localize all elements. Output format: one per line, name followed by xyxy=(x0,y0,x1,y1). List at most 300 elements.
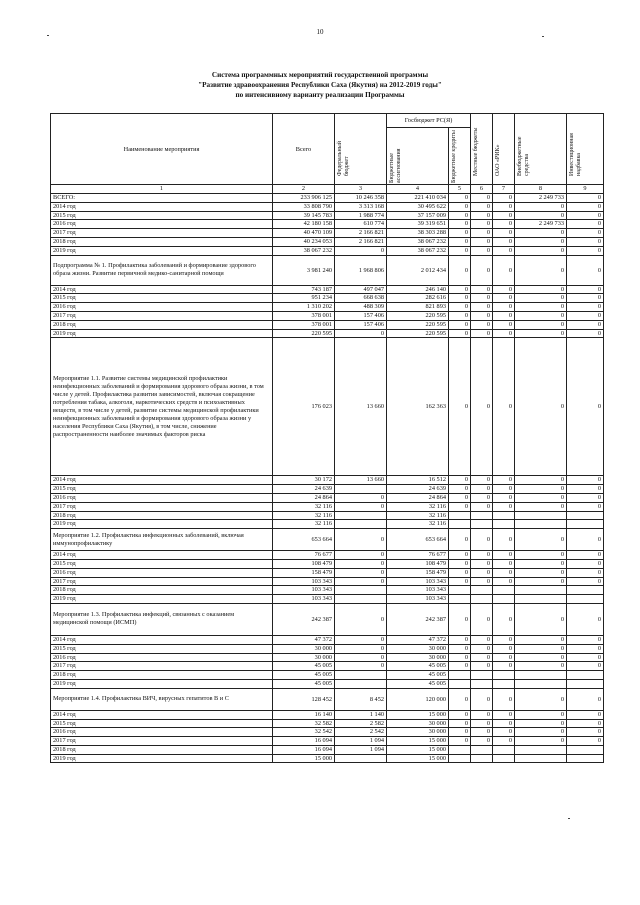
table-row xyxy=(51,520,604,529)
value-cell: 0 xyxy=(335,559,387,568)
value-cell: 378 001 xyxy=(273,311,335,320)
value-cell: 0 xyxy=(567,551,604,560)
value-cell: 0 xyxy=(515,529,567,551)
value-cell: 0 xyxy=(471,662,493,671)
row-name: 2014 год xyxy=(51,551,273,560)
value-cell: 0 xyxy=(567,502,604,511)
value-cell xyxy=(335,485,387,494)
value-cell: 2 166 821 xyxy=(335,237,387,246)
value-cell: 0 xyxy=(515,551,567,560)
value-cell: 0 xyxy=(335,653,387,662)
value-cell: 0 xyxy=(567,559,604,568)
value-cell: 0 xyxy=(449,237,471,246)
value-cell: 24 864 xyxy=(387,493,449,502)
row-name: 2015 год xyxy=(51,294,273,303)
table-row xyxy=(51,285,604,294)
value-cell: 0 xyxy=(449,220,471,229)
value-cell: 108 479 xyxy=(273,559,335,568)
value-cell xyxy=(335,679,387,688)
value-cell: 1 094 xyxy=(335,745,387,754)
table-row xyxy=(51,320,604,329)
row-name: 2014 год xyxy=(51,285,273,294)
value-cell: 0 xyxy=(493,211,515,220)
value-cell: 30 000 xyxy=(387,644,449,653)
value-cell: 0 xyxy=(493,577,515,586)
table-row xyxy=(51,577,604,586)
value-cell: 0 xyxy=(449,493,471,502)
document-title xyxy=(80,70,560,100)
value-cell xyxy=(449,754,471,763)
row-name: 2019 год xyxy=(51,329,273,338)
value-cell: 45 005 xyxy=(387,662,449,671)
value-cell: 0 xyxy=(567,255,604,285)
value-cell: 0 xyxy=(471,603,493,635)
row-name: 2014 год xyxy=(51,476,273,485)
row-name: 2019 год xyxy=(51,520,273,529)
table-row xyxy=(51,603,604,635)
value-cell: 0 xyxy=(449,229,471,238)
value-cell: 24 639 xyxy=(273,485,335,494)
value-cell: 0 xyxy=(335,635,387,644)
value-cell: 32 582 xyxy=(273,719,335,728)
value-cell: 3 981 240 xyxy=(273,255,335,285)
value-cell: 1 310 202 xyxy=(273,303,335,312)
value-cell: 282 616 xyxy=(387,294,449,303)
row-name: 2019 год xyxy=(51,595,273,604)
value-cell: 0 xyxy=(471,529,493,551)
value-cell: 0 xyxy=(471,559,493,568)
value-cell: 0 xyxy=(493,311,515,320)
value-cell: 0 xyxy=(449,568,471,577)
value-cell: 30 495 622 xyxy=(387,202,449,211)
value-cell: 0 xyxy=(493,635,515,644)
row-name: 2017 год xyxy=(51,229,273,238)
table-row xyxy=(51,586,604,595)
value-cell: 38 067 232 xyxy=(273,246,335,255)
value-cell: 0 xyxy=(335,502,387,511)
value-cell xyxy=(493,679,515,688)
value-cell: 1 988 774 xyxy=(335,211,387,220)
value-cell: 0 xyxy=(449,485,471,494)
row-name: 2015 год xyxy=(51,559,273,568)
value-cell xyxy=(471,754,493,763)
value-cell xyxy=(567,671,604,680)
value-cell: 13 660 xyxy=(335,476,387,485)
value-cell: 0 xyxy=(471,577,493,586)
row-name: 2016 год xyxy=(51,653,273,662)
table-row xyxy=(51,737,604,746)
value-cell xyxy=(471,595,493,604)
header-name: Наименование мероприятия xyxy=(51,114,273,185)
value-cell: 0 xyxy=(567,285,604,294)
row-name: 2018 год xyxy=(51,237,273,246)
row-name: 2017 год xyxy=(51,311,273,320)
row-name: 2014 год xyxy=(51,635,273,644)
row-name: 2019 год xyxy=(51,246,273,255)
value-cell: 0 xyxy=(493,502,515,511)
value-cell: 0 xyxy=(515,653,567,662)
value-cell: 157 406 xyxy=(335,311,387,320)
value-cell: 0 xyxy=(471,653,493,662)
value-cell: 0 xyxy=(449,502,471,511)
value-cell: 0 xyxy=(567,338,604,476)
table-row xyxy=(51,220,604,229)
value-cell: 0 xyxy=(449,329,471,338)
value-cell: 32 116 xyxy=(387,502,449,511)
table-row xyxy=(51,338,604,476)
value-cell: 0 xyxy=(471,255,493,285)
table-row xyxy=(51,246,604,255)
value-cell: 45 005 xyxy=(273,662,335,671)
table-row xyxy=(51,502,604,511)
value-cell: 0 xyxy=(471,229,493,238)
value-cell xyxy=(567,745,604,754)
value-cell: 0 xyxy=(449,194,471,203)
table-row xyxy=(51,653,604,662)
value-cell: 0 xyxy=(449,603,471,635)
value-cell: 0 xyxy=(449,710,471,719)
value-cell: 0 xyxy=(567,653,604,662)
value-cell: 0 xyxy=(449,303,471,312)
table-row xyxy=(51,688,604,710)
value-cell: 668 638 xyxy=(335,294,387,303)
value-cell: 0 xyxy=(471,194,493,203)
value-cell: 38 067 232 xyxy=(387,246,449,255)
value-cell: 0 xyxy=(515,485,567,494)
value-cell xyxy=(471,511,493,520)
value-cell: 0 xyxy=(493,329,515,338)
header-offbudget: Внебюджетные средства xyxy=(515,114,567,185)
value-cell: 242 387 xyxy=(387,603,449,635)
row-name: 2014 год xyxy=(51,710,273,719)
header-budget-credit: Бюджетные кредиты xyxy=(449,128,471,185)
value-cell: 0 xyxy=(471,294,493,303)
value-cell xyxy=(515,745,567,754)
value-cell xyxy=(335,586,387,595)
table-row xyxy=(51,728,604,737)
value-cell: 45 005 xyxy=(387,671,449,680)
value-cell: 0 xyxy=(471,728,493,737)
value-cell: 3 313 168 xyxy=(335,202,387,211)
row-name: 2017 год xyxy=(51,577,273,586)
value-cell: 0 xyxy=(493,246,515,255)
value-cell: 30 172 xyxy=(273,476,335,485)
value-cell xyxy=(567,679,604,688)
value-cell: 0 xyxy=(515,229,567,238)
row-name: 2019 год xyxy=(51,754,273,763)
value-cell: 2 249 733 xyxy=(515,194,567,203)
value-cell: 0 xyxy=(471,285,493,294)
row-name: Мероприятие 1.2. Профилактика инфекционных заболеваний, включая иммунопрофилактику xyxy=(51,529,273,551)
table-row xyxy=(51,559,604,568)
value-cell: 0 xyxy=(493,229,515,238)
index-cell: 9 xyxy=(567,185,604,194)
value-cell: 653 664 xyxy=(273,529,335,551)
value-cell: 39 319 651 xyxy=(387,220,449,229)
value-cell: 221 410 034 xyxy=(387,194,449,203)
value-cell: 0 xyxy=(515,635,567,644)
value-cell: 0 xyxy=(567,568,604,577)
value-cell: 0 xyxy=(515,338,567,476)
value-cell: 0 xyxy=(567,320,604,329)
value-cell: 120 000 xyxy=(387,688,449,710)
value-cell: 76 677 xyxy=(387,551,449,560)
value-cell xyxy=(449,586,471,595)
value-cell: 30 000 xyxy=(273,653,335,662)
value-cell: 0 xyxy=(493,255,515,285)
value-cell: 0 xyxy=(493,285,515,294)
row-name: 2016 год xyxy=(51,568,273,577)
value-cell: 0 xyxy=(449,320,471,329)
header-invest: Инвестиционная надбавка xyxy=(567,114,604,185)
value-cell xyxy=(493,754,515,763)
header-gosbudget: Госбюджет РС(Я) xyxy=(387,114,471,128)
value-cell xyxy=(567,595,604,604)
value-cell xyxy=(449,745,471,754)
row-name: 2016 год xyxy=(51,303,273,312)
value-cell: 0 xyxy=(471,211,493,220)
value-cell: 220 595 xyxy=(387,311,449,320)
table-row xyxy=(51,568,604,577)
value-cell: 488 309 xyxy=(335,303,387,312)
value-cell: 497 047 xyxy=(335,285,387,294)
value-cell: 157 406 xyxy=(335,320,387,329)
value-cell: 0 xyxy=(335,644,387,653)
value-cell: 653 664 xyxy=(387,529,449,551)
table-row xyxy=(51,662,604,671)
value-cell xyxy=(335,671,387,680)
table-row xyxy=(51,529,604,551)
value-cell: 0 xyxy=(335,329,387,338)
value-cell: 0 xyxy=(449,662,471,671)
value-cell: 45 005 xyxy=(273,671,335,680)
value-cell: 0 xyxy=(449,688,471,710)
value-cell: 0 xyxy=(471,220,493,229)
value-cell: 128 452 xyxy=(273,688,335,710)
value-cell: 0 xyxy=(449,476,471,485)
value-cell: 220 595 xyxy=(273,329,335,338)
row-name: 2017 год xyxy=(51,502,273,511)
value-cell: 220 595 xyxy=(387,320,449,329)
value-cell: 45 005 xyxy=(387,679,449,688)
value-cell: 0 xyxy=(471,568,493,577)
value-cell: 0 xyxy=(471,237,493,246)
value-cell xyxy=(515,679,567,688)
table-row xyxy=(51,671,604,680)
value-cell: 0 xyxy=(449,338,471,476)
value-cell: 15 000 xyxy=(387,737,449,746)
value-cell: 32 116 xyxy=(387,520,449,529)
value-cell: 0 xyxy=(515,255,567,285)
value-cell: 0 xyxy=(449,311,471,320)
value-cell: 0 xyxy=(567,728,604,737)
value-cell: 0 xyxy=(567,311,604,320)
value-cell: 45 005 xyxy=(273,679,335,688)
value-cell xyxy=(335,520,387,529)
header-federal: Федеральный бюджет xyxy=(335,114,387,185)
table-row xyxy=(51,294,604,303)
row-name: 2018 год xyxy=(51,745,273,754)
program-table xyxy=(50,113,604,763)
value-cell: 0 xyxy=(449,294,471,303)
value-cell: 0 xyxy=(515,568,567,577)
index-cell: 3 xyxy=(335,185,387,194)
index-cell: 8 xyxy=(515,185,567,194)
value-cell xyxy=(493,586,515,595)
value-cell: 0 xyxy=(567,211,604,220)
value-cell: 0 xyxy=(471,311,493,320)
header-oao: ОАО «РИК» xyxy=(493,114,515,185)
value-cell: 0 xyxy=(493,568,515,577)
row-name: 2019 год xyxy=(51,679,273,688)
value-cell: 0 xyxy=(515,559,567,568)
value-cell: 8 452 xyxy=(335,688,387,710)
value-cell: 38 067 232 xyxy=(387,237,449,246)
value-cell: 0 xyxy=(335,577,387,586)
header-total: Всего xyxy=(273,114,335,185)
title-line-3: по интенсивному варианту реализации Программы xyxy=(235,91,405,99)
value-cell: 0 xyxy=(449,551,471,560)
value-cell: 610 774 xyxy=(335,220,387,229)
value-cell: 32 116 xyxy=(273,502,335,511)
table-row xyxy=(51,551,604,560)
value-cell: 0 xyxy=(515,710,567,719)
value-cell: 0 xyxy=(449,246,471,255)
value-cell: 0 xyxy=(335,551,387,560)
value-cell: 0 xyxy=(515,493,567,502)
index-cell: 6 xyxy=(471,185,493,194)
value-cell xyxy=(567,520,604,529)
value-cell: 0 xyxy=(493,338,515,476)
value-cell xyxy=(471,671,493,680)
table-row xyxy=(51,754,604,763)
scan-speck xyxy=(47,35,49,36)
value-cell xyxy=(567,754,604,763)
value-cell: 0 xyxy=(493,653,515,662)
value-cell: 0 xyxy=(493,237,515,246)
value-cell: 2 582 xyxy=(335,719,387,728)
row-name: 2015 год xyxy=(51,211,273,220)
value-cell: 32 116 xyxy=(273,520,335,529)
table-row xyxy=(51,237,604,246)
value-cell: 0 xyxy=(335,662,387,671)
value-cell xyxy=(567,511,604,520)
value-cell: 30 000 xyxy=(387,728,449,737)
value-cell: 0 xyxy=(493,476,515,485)
value-cell xyxy=(567,586,604,595)
row-name: 2018 год xyxy=(51,671,273,680)
value-cell: 220 595 xyxy=(387,329,449,338)
value-cell: 40 470 109 xyxy=(273,229,335,238)
table-row xyxy=(51,255,604,285)
table-row xyxy=(51,202,604,211)
value-cell: 39 145 783 xyxy=(273,211,335,220)
value-cell: 42 180 158 xyxy=(273,220,335,229)
value-cell xyxy=(449,679,471,688)
value-cell: 0 xyxy=(515,577,567,586)
value-cell: 0 xyxy=(567,710,604,719)
table-row xyxy=(51,329,604,338)
value-cell: 40 234 053 xyxy=(273,237,335,246)
value-cell: 24 864 xyxy=(273,493,335,502)
value-cell: 15 000 xyxy=(387,754,449,763)
value-cell xyxy=(493,745,515,754)
value-cell: 0 xyxy=(567,603,604,635)
table-row xyxy=(51,493,604,502)
value-cell xyxy=(471,745,493,754)
value-cell: 233 906 125 xyxy=(273,194,335,203)
value-cell: 0 xyxy=(471,202,493,211)
value-cell xyxy=(449,595,471,604)
value-cell: 0 xyxy=(471,737,493,746)
row-name: 2017 год xyxy=(51,662,273,671)
value-cell: 2 166 821 xyxy=(335,229,387,238)
value-cell: 0 xyxy=(567,294,604,303)
value-cell: 0 xyxy=(449,211,471,220)
index-cell: 2 xyxy=(273,185,335,194)
table-row xyxy=(51,303,604,312)
value-cell: 0 xyxy=(493,603,515,635)
value-cell: 0 xyxy=(567,329,604,338)
value-cell: 0 xyxy=(493,303,515,312)
value-cell: 0 xyxy=(567,577,604,586)
value-cell xyxy=(493,671,515,680)
value-cell: 0 xyxy=(493,688,515,710)
value-cell: 103 343 xyxy=(387,577,449,586)
value-cell: 2 542 xyxy=(335,728,387,737)
value-cell: 0 xyxy=(567,529,604,551)
value-cell xyxy=(515,754,567,763)
value-cell: 0 xyxy=(493,485,515,494)
value-cell: 743 187 xyxy=(273,285,335,294)
value-cell: 0 xyxy=(515,320,567,329)
value-cell: 32 116 xyxy=(387,511,449,520)
value-cell: 0 xyxy=(471,710,493,719)
value-cell: 0 xyxy=(471,320,493,329)
row-name: 2015 год xyxy=(51,644,273,653)
value-cell: 0 xyxy=(567,220,604,229)
value-cell xyxy=(471,520,493,529)
value-cell: 0 xyxy=(471,329,493,338)
value-cell: 32 116 xyxy=(273,511,335,520)
value-cell: 30 000 xyxy=(273,644,335,653)
row-name: Подпрограмма № 1. Профилактика заболеваний и формирование здорового образа жизни. Развитие первичной медико-санитарной помощи xyxy=(51,255,273,285)
value-cell: 0 xyxy=(493,551,515,560)
value-cell: 176 023 xyxy=(273,338,335,476)
value-cell: 0 xyxy=(493,202,515,211)
value-cell: 16 140 xyxy=(273,710,335,719)
value-cell: 16 094 xyxy=(273,737,335,746)
value-cell: 0 xyxy=(567,303,604,312)
value-cell: 1 968 806 xyxy=(335,255,387,285)
title-line-2: "Развитие здравоохранения Республики Саха (Якутия) на 2012-2019 годы" xyxy=(198,81,442,89)
value-cell xyxy=(515,511,567,520)
table-row xyxy=(51,719,604,728)
value-cell: 0 xyxy=(335,568,387,577)
row-name: ВСЕГО: xyxy=(51,194,273,203)
value-cell: 0 xyxy=(567,246,604,255)
value-cell: 76 677 xyxy=(273,551,335,560)
value-cell: 0 xyxy=(515,719,567,728)
value-cell: 0 xyxy=(471,303,493,312)
value-cell: 0 xyxy=(567,493,604,502)
index-cell: 1 xyxy=(51,185,273,194)
row-name: 2018 год xyxy=(51,511,273,520)
table-row xyxy=(51,644,604,653)
value-cell xyxy=(493,520,515,529)
value-cell: 0 xyxy=(471,476,493,485)
value-cell: 0 xyxy=(493,644,515,653)
